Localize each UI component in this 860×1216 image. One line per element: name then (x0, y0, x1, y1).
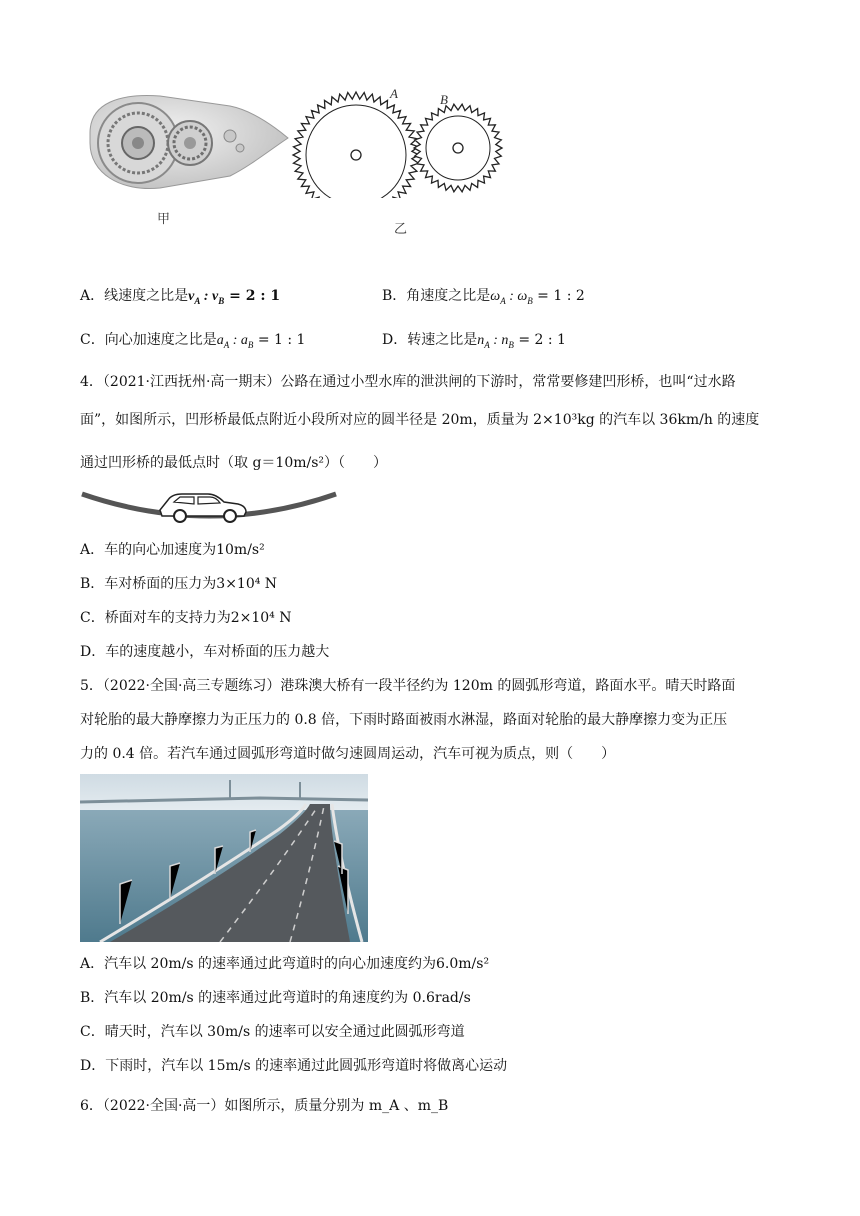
q3-option-c: C．向心加速度之比是$a_A$ : $a_B = 1$ : 1 (80, 332, 306, 350)
q5-option-a: A．汽车以 20m/s 的速率通过此弯道时的向心加速度约为6.0m/s² (80, 956, 490, 972)
q6-stem-line1: 6．（2022·全国·高一）如图所示，质量分别为 m_A 、m_B (80, 1098, 449, 1114)
q5-option-c: C．晴天时，汽车以 30m/s 的速率可以安全通过此圆弧形弯道 (80, 1024, 465, 1040)
q5-option-b: B．汽车以 20m/s 的速率通过此弯道时的角速度约为 0.6rad/s (80, 990, 471, 1006)
q4-option-b: B．车对桥面的压力为3×10⁴ N (80, 576, 278, 592)
gear-a-axle (351, 150, 361, 160)
q4-option-d: D．车的速度越小，车对桥面的压力越大 (80, 644, 330, 660)
correction-tape-image (80, 88, 290, 198)
gear-label-a: A (390, 86, 398, 101)
q5-stem-line1: 5．（2022·全国·高三专题练习）港珠澳大桥有一段半径约为 120m 的圆弧形弯道，路面水平。晴天时路面 (80, 678, 736, 694)
gears-diagram (290, 88, 510, 198)
gear-b-axle (453, 143, 463, 153)
q5-stem-line3: 力的 0.4 倍。若汽车通过圆弧形弯道时做匀速圆周运动，汽车可视为质点，则（ ） (80, 746, 616, 762)
q3-option-b: B．角速度之比是$\omega_A$ : $\omega_B = 1$ : 2 (382, 288, 585, 306)
figure-label-yi: 乙 (394, 222, 408, 237)
figure-label-jia: 甲 (157, 212, 171, 227)
q4-option-c: C．桥面对车的支持力为2×10⁴ N (80, 610, 292, 626)
gear-label-b: B (440, 92, 448, 107)
q3-option-d: D．转速之比是$n_A$ : $n_B = 2$ : 1 (382, 332, 566, 350)
q3-option-a: A．线速度之比是$v_A$ : $v_B = 2$ : 1 (80, 288, 281, 306)
q5-stem-line2: 对轮胎的最大静摩擦力为正压力的 0.8 倍，下雨时路面被雨水淋湿，路面对轮胎的最大静摩擦力变为正压 (80, 712, 728, 728)
concave-bridge-figure (80, 486, 340, 526)
q4-stem-line2: 面”，如图所示，凹形桥最低点附近小段所对应的圆半径是 20m，质量为 2×10³kg 的汽车以 36km/h 的速度 (80, 412, 760, 428)
q4-option-a: A．车的向心加速度为10m/s² (80, 542, 265, 558)
bridge-photo (80, 774, 368, 942)
gear-figure (80, 88, 520, 238)
q5-option-d: D．下雨时，汽车以 15m/s 的速率通过此圆弧形弯道时将做离心运动 (80, 1058, 508, 1074)
q4-stem-line1: 4．（2021·江西抚州·高一期末）公路在通过小型水库的泄洪闸的下游时，常常要修建凹形桥，也叫“过水路 (80, 374, 736, 390)
q4-stem-line3: 通过凹形桥的最低点时（取 g＝10m/s²）（ ） (80, 455, 388, 471)
gear-a (293, 92, 419, 198)
